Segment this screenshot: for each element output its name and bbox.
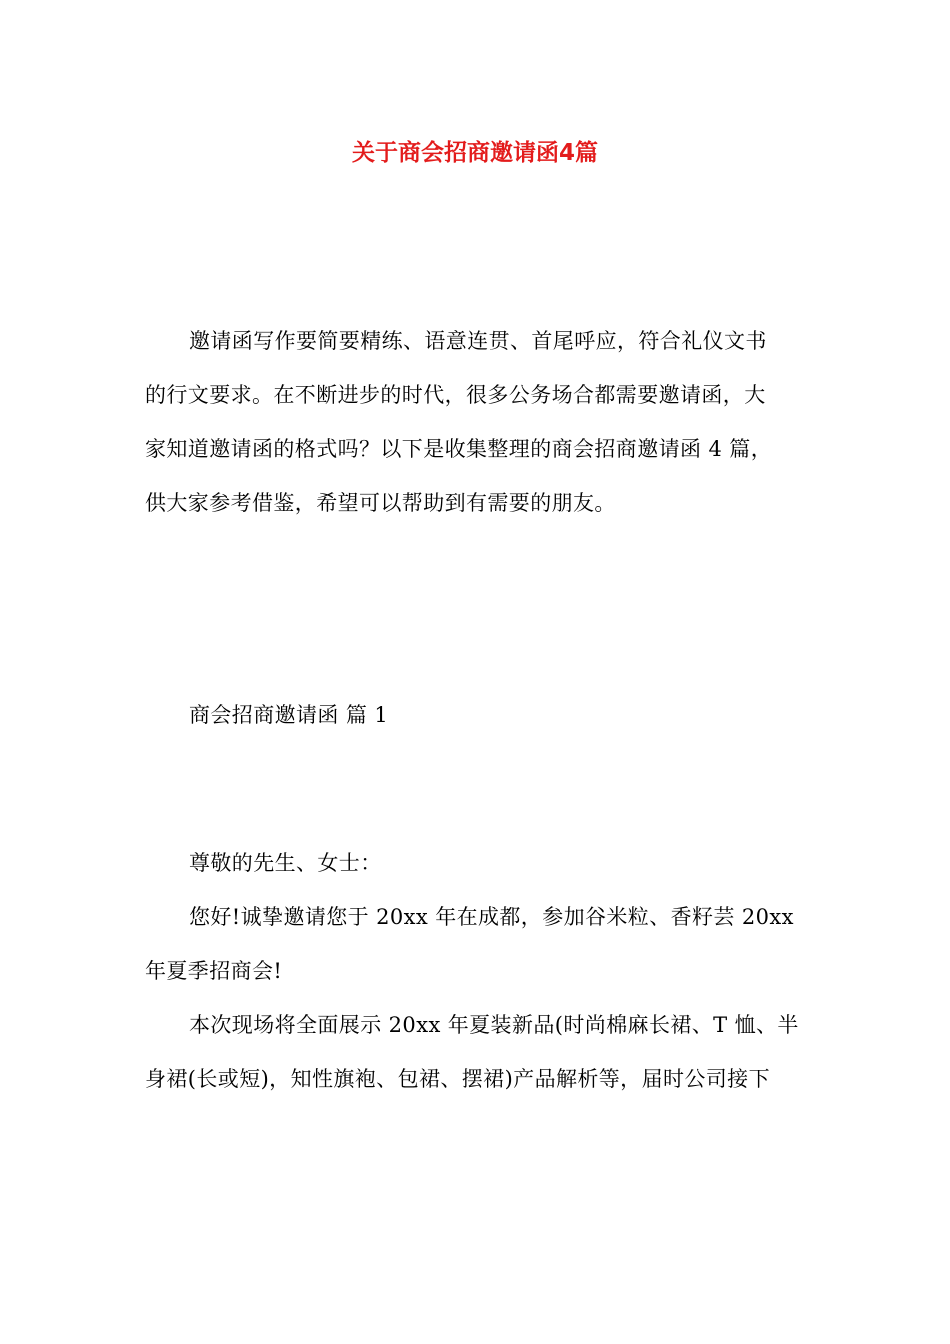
intro-line-3: 家知道邀请函的格式吗？以下是收集整理的商会招商邀请函 4 篇， [145,437,773,461]
intro-paragraph [145,314,807,530]
intro-line-1: 邀请函写作要简要精练、语意连贯、首尾呼应，符合礼仪文书 [189,329,767,353]
letter-body [145,836,807,1106]
document-title: 关于商会招商邀请函4篇 [351,140,598,166]
section-heading: 商会招商邀请函 篇 1 [189,703,389,727]
intro-line-2: 的行文要求。在不断进步的时代，很多公务场合都需要邀请函，大 [145,383,766,407]
salutation: 尊敬的先生、女士： [189,851,382,875]
paragraph2-line-2: 身裙(长或短)，知性旗袍、包裙、摆裙)产品解析等，届时公司接下 [145,1067,770,1091]
paragraph2-line-1: 本次现场将全面展示 20xx 年夏装新品(时尚棉麻长裙、T 恤、半 [189,1013,799,1037]
intro-line-4: 供大家参考借鉴，希望可以帮助到有需要的朋友。 [145,491,616,515]
section-heading-block [145,688,807,742]
paragraph1-line-2: 年夏季招商会! [145,959,283,983]
paragraph1-line-1: 您好!诚挚邀请您于 20xx 年在成都，参加谷米粒、香籽芸 20xx [189,905,794,929]
